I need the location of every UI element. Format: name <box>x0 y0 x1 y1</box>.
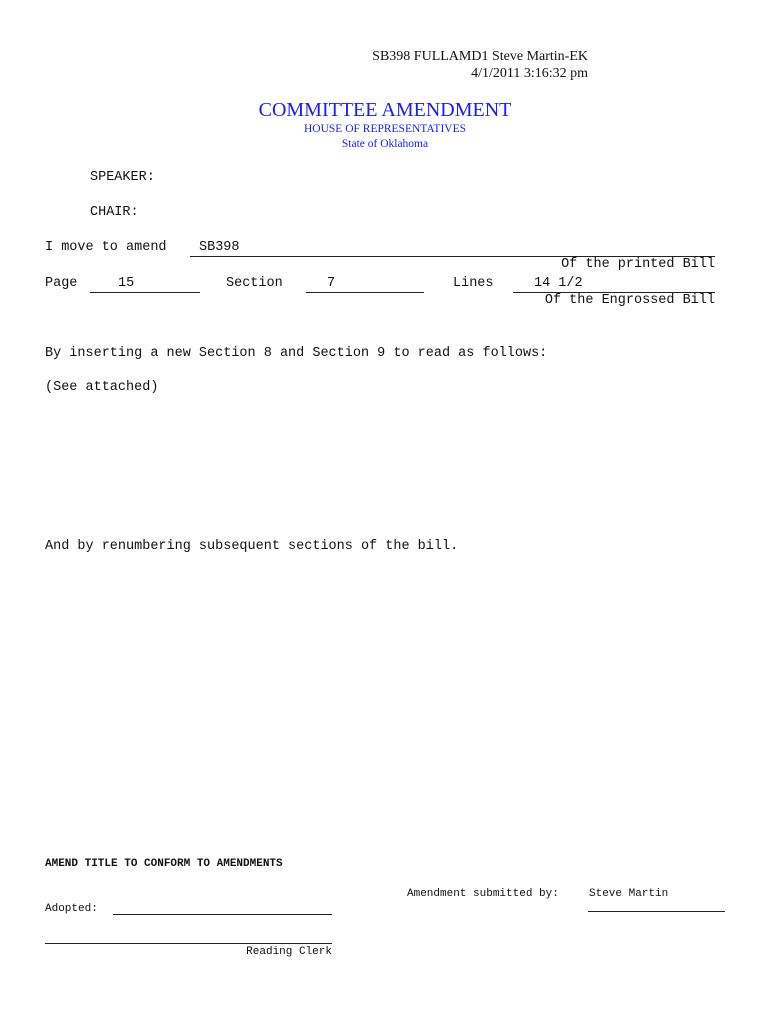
document-id: SB398 FULLAMD1 Steve Martin-EK <box>372 49 588 64</box>
page-title: COMMITTEE AMENDMENT <box>258 99 512 121</box>
move-to-amend-label: I move to amend <box>45 240 167 255</box>
adopted-signature-line <box>113 914 332 915</box>
page-underline <box>90 292 200 293</box>
section-value: 7 <box>327 276 336 291</box>
inserting-text: By inserting a new Section 8 and Section 9 to read as follows: <box>45 346 548 361</box>
state-label: State of Oklahoma <box>341 138 429 150</box>
reading-clerk-signature-line <box>45 943 332 944</box>
section-underline <box>306 292 424 293</box>
printed-bill-label: Of the printed Bill <box>561 257 715 272</box>
chair-label: CHAIR: <box>90 205 139 220</box>
see-attached-text: (See attached) <box>45 380 159 395</box>
submitted-by-signature-line <box>588 911 725 912</box>
speaker-label: SPEAKER: <box>90 170 155 185</box>
section-label: Section <box>226 276 283 291</box>
lines-value: 14 1/2 <box>534 276 583 291</box>
page-label: Page <box>45 276 78 291</box>
submitted-by-name: Steve Martin <box>589 888 669 900</box>
lines-label: Lines <box>453 276 494 291</box>
renumbering-text: And by renumbering subsequent sections of the bill. <box>45 539 459 554</box>
chamber-label: HOUSE OF REPRESENTATIVES <box>303 123 466 135</box>
bill-number: SB398 <box>199 240 240 255</box>
amend-title-notice: AMEND TITLE TO CONFORM TO AMENDMENTS <box>45 858 283 870</box>
submitted-by-label: Amendment submitted by: <box>407 888 559 900</box>
timestamp: 4/1/2011 3:16:32 pm <box>471 66 588 81</box>
adopted-label: Adopted: <box>45 903 98 915</box>
engrossed-bill-label: Of the Engrossed Bill <box>544 293 715 308</box>
page-value: 15 <box>118 276 135 291</box>
reading-clerk-label: Reading Clerk <box>246 946 332 958</box>
